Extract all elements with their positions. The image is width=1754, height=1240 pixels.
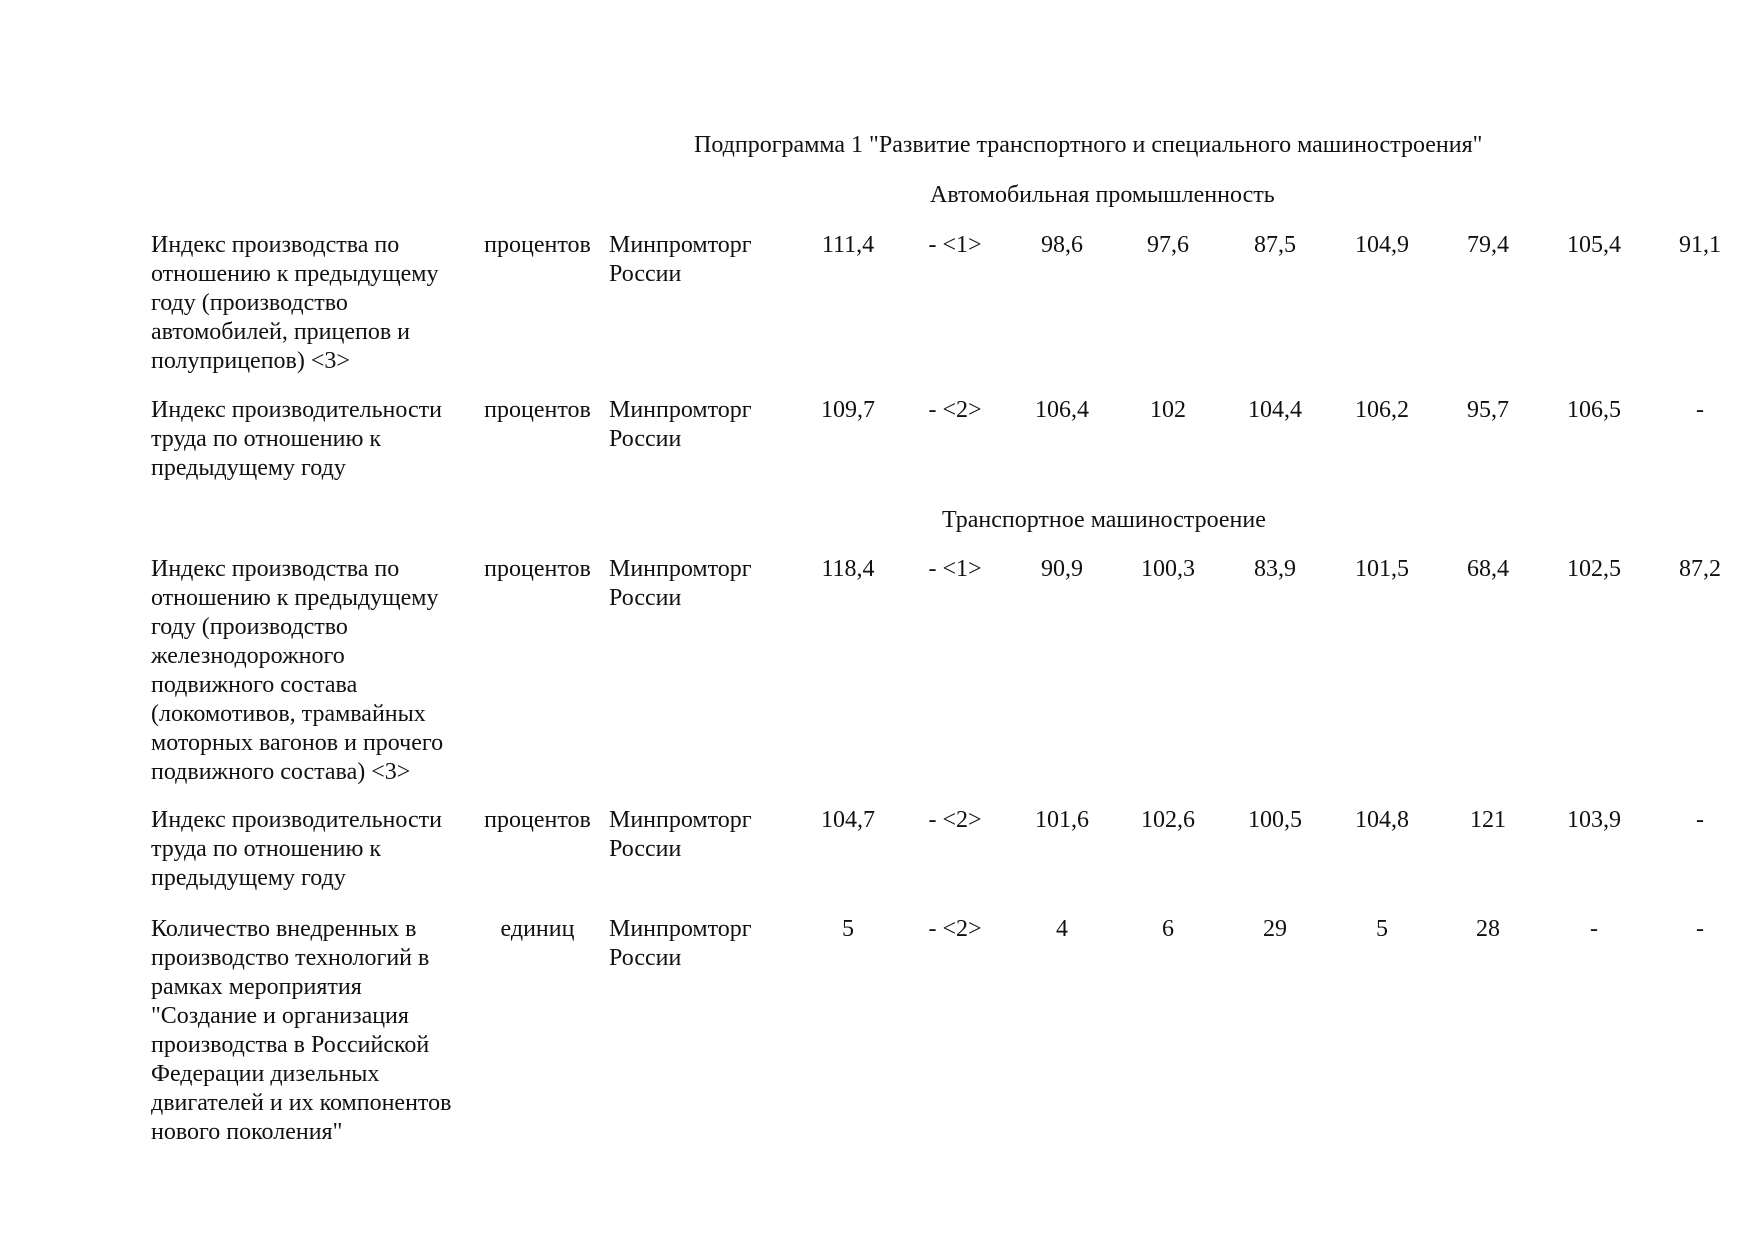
value-cell: 90,9	[1041, 556, 1083, 582]
unit: процентов	[484, 556, 591, 582]
value-cell: 100,5	[1248, 807, 1302, 833]
unit: процентов	[484, 232, 591, 258]
responsible: Минпромторг России	[609, 397, 752, 452]
responsible: Минпромторг России	[609, 232, 752, 287]
value-cell: -	[1696, 807, 1704, 833]
value-cell: 5	[1376, 916, 1388, 942]
value-cell: 87,5	[1254, 232, 1296, 258]
value-cell: 106,4	[1035, 397, 1089, 423]
value-cell: 104,7	[821, 807, 875, 833]
value-cell: 105,4	[1567, 232, 1621, 258]
value-cell: - <2>	[928, 916, 982, 942]
value-cell: 101,5	[1355, 556, 1409, 582]
value-cell: 79,4	[1467, 232, 1509, 258]
subprogram-title: Подпрограмма 1 "Развитие транспортного и специального машиностроения"	[694, 132, 1483, 158]
value-cell: 102,5	[1567, 556, 1621, 582]
value-cell: 118,4	[821, 556, 875, 582]
value-cell: - <2>	[928, 397, 982, 423]
responsible: Минпромторг России	[609, 556, 752, 611]
value-cell: 111,4	[821, 232, 875, 258]
value-cell: 98,6	[1041, 232, 1083, 258]
unit: процентов	[484, 807, 591, 833]
value-cell: - <1>	[928, 556, 982, 582]
value-cell: 106,5	[1567, 397, 1621, 423]
indicator-name: Индекс производительности труда по отношению к предыдущему году	[151, 807, 442, 891]
value-cell: 102	[1150, 397, 1186, 423]
value-cell: 5	[842, 916, 854, 942]
value-cell: - <1>	[928, 232, 982, 258]
value-cell: 91,1	[1679, 232, 1721, 258]
value-cell: -	[1696, 916, 1704, 942]
value-cell: - <2>	[928, 807, 982, 833]
value-cell: 104,9	[1355, 232, 1409, 258]
value-cell: -	[1696, 397, 1704, 423]
value-cell: 104,4	[1248, 397, 1302, 423]
value-cell: 4	[1056, 916, 1068, 942]
indicator-name: Индекс производительности труда по отношению к предыдущему году	[151, 397, 442, 481]
value-cell: 83,9	[1254, 556, 1296, 582]
indicator-name: Индекс производства по отношению к предыдущему году (производство автомобилей, прицепов и полуприцепов) <3>	[151, 232, 439, 374]
value-cell: -	[1590, 916, 1598, 942]
value-cell: 103,9	[1567, 807, 1621, 833]
value-cell: 109,7	[821, 397, 875, 423]
section-title-automotive: Автомобильная промышленность	[930, 182, 1275, 208]
value-cell: 29	[1263, 916, 1287, 942]
value-cell: 6	[1162, 916, 1174, 942]
value-cell: 104,8	[1355, 807, 1409, 833]
value-cell: 102,6	[1141, 807, 1195, 833]
unit: единиц	[500, 916, 575, 942]
indicator-name: Индекс производства по отношению к предыдущему году (производство железнодорожного подвижного состава (локомотивов, трамвайных моторных вагонов и прочего подвижного состава) <3>	[151, 556, 444, 785]
value-cell: 95,7	[1467, 397, 1509, 423]
responsible: Минпромторг России	[609, 916, 752, 971]
value-cell: 68,4	[1467, 556, 1509, 582]
value-cell: 97,6	[1147, 232, 1189, 258]
value-cell: 28	[1476, 916, 1500, 942]
section-title-transport: Транспортное машиностроение	[942, 507, 1266, 533]
responsible: Минпромторг России	[609, 807, 752, 862]
value-cell: 100,3	[1141, 556, 1195, 582]
unit: процентов	[484, 397, 591, 423]
value-cell: 121	[1470, 807, 1506, 833]
value-cell: 101,6	[1035, 807, 1089, 833]
value-cell: 106,2	[1355, 397, 1409, 423]
indicator-name: Количество внедренных в производство технологий в рамках мероприятия "Создание и организация производства в Российской Федерации дизельных двигателей и их компонентов нового поколения"	[151, 916, 452, 1145]
value-cell: 87,2	[1679, 556, 1721, 582]
